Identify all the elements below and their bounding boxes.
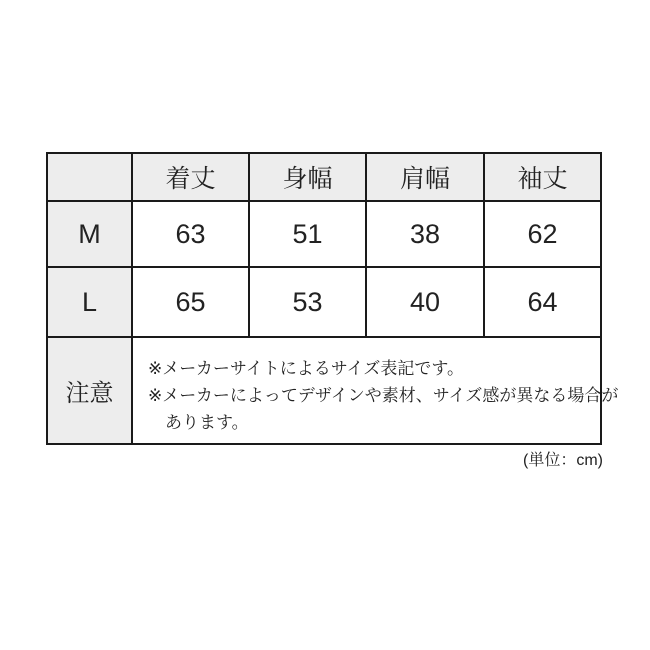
unit-label: (単位：cm): [523, 452, 603, 469]
cell-m-shoulder-width: 38: [366, 201, 484, 267]
cell-l-shoulder-width: 40: [366, 267, 484, 337]
table-row-l: [47, 267, 601, 337]
cell-m-sleeve-length: 62: [484, 201, 601, 267]
size-table: [46, 152, 619, 445]
row-label-m: M: [47, 201, 132, 267]
notice-line-2: ※メーカーによってデザインや素材、サイズ感が異なる場合が: [148, 386, 619, 405]
cell-l-body-width: 53: [249, 267, 366, 337]
cell-m-body-width: 51: [249, 201, 366, 267]
notice-line-3: あります。: [165, 413, 249, 432]
row-label-l: L: [47, 267, 132, 337]
cell-l-body-length: 65: [132, 267, 249, 337]
corner-cell: [47, 153, 132, 201]
col-header-sleeve-length: 袖丈: [484, 153, 601, 201]
table-row-m: [47, 201, 601, 267]
notice-label: 注意: [47, 337, 132, 444]
notice-row: [47, 337, 601, 444]
cell-m-body-length: 63: [132, 201, 249, 267]
header-row: [47, 153, 601, 201]
notice-cell: [132, 337, 619, 444]
col-header-shoulder-width: 肩幅: [366, 153, 484, 201]
col-header-body-width: 身幅: [249, 153, 366, 201]
cell-l-sleeve-length: 64: [484, 267, 601, 337]
notice-line-1: ※メーカーサイトによるサイズ表記です。: [148, 359, 464, 378]
col-header-body-length: 着丈: [132, 153, 249, 201]
